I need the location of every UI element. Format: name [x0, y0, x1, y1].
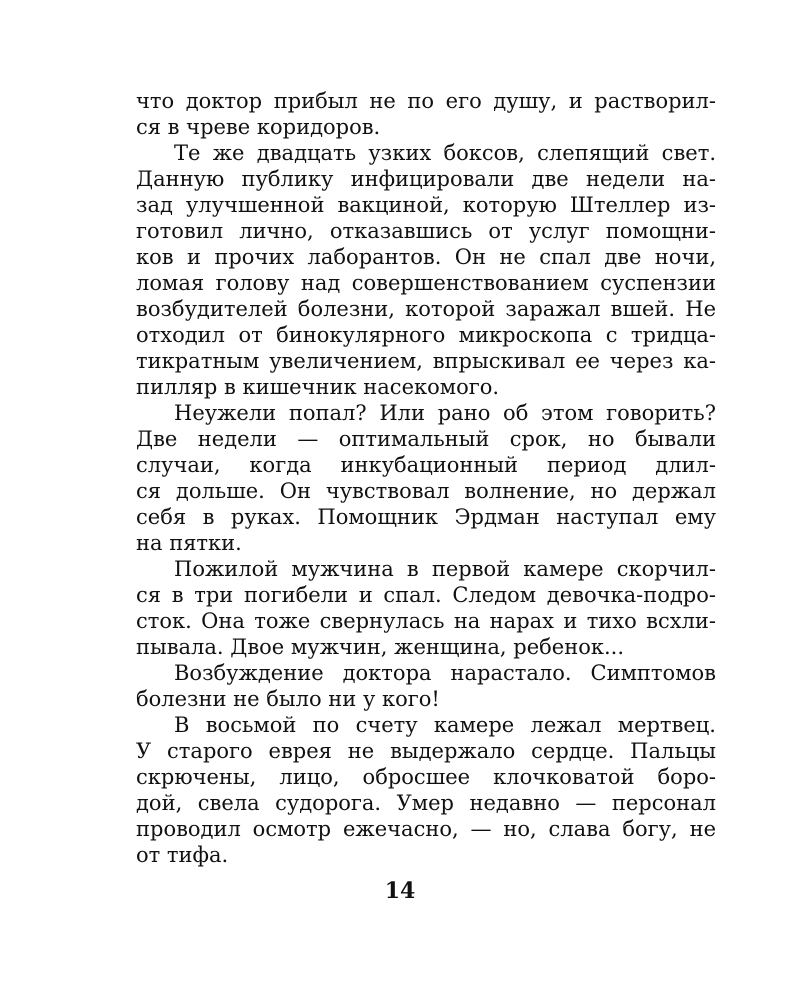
text-line: тикратным увеличением, впрыскивал ее через ка- — [136, 349, 716, 373]
text-line: Данную публику инфицировали две недели на- — [136, 167, 716, 191]
text-line: пилляр в кишечник насекомого. — [136, 375, 500, 399]
text-line: В восьмой по счету камере лежал мертвец. — [174, 713, 716, 737]
text-line: возбудителей болезни, которой заражал вшей. Не — [136, 297, 716, 321]
text-line: ломая голову над совершенствованием суспензии — [136, 271, 716, 295]
text-line: болезни не было ни у кого! — [136, 687, 440, 711]
text-line: Возбуждение доктора нарастало. Симптомов — [174, 661, 716, 685]
text-line: от тифа. — [136, 843, 229, 867]
text-line: скрючены, лицо, обросшее клочковатой боро- — [136, 765, 716, 789]
text-line: пывала. Двое мужчин, женщина, ребенок... — [136, 635, 625, 659]
text-line: случаи, когда инкубационный период длил- — [136, 453, 716, 477]
text-line: дой, свела судорога. Умер недавно — персонал — [136, 791, 716, 815]
page-number: 14 — [384, 878, 416, 904]
text-line: что доктор прибыл не по его душу, и растворил- — [136, 89, 716, 113]
text-line: себя в руках. Помощник Эрдман наступал ему — [136, 505, 716, 529]
text-line: зад улучшенной вакциной, которую Штеллер из- — [136, 193, 716, 217]
text-line: сток. Она тоже свернулась на нарах и тихо всхли- — [136, 609, 716, 633]
text-line: Неужели попал? Или рано об этом говорить? — [174, 401, 716, 425]
text-line: ся в три погибели и спал. Следом девочка-подро- — [136, 583, 716, 607]
text-line: отходил от бинокулярного микроскопа с тридца- — [136, 323, 716, 347]
text-line: проводил осмотр ежечасно, — но, слава богу, не — [136, 817, 716, 841]
text-line: Две недели — оптимальный срок, но бывали — [136, 427, 716, 451]
text-line: Пожилой мужчина в первой камере скорчил- — [174, 557, 716, 581]
text-line: Те же двадцать узких боксов, слепящий свет. — [174, 141, 716, 165]
text-line: ков и прочих лаборантов. Он не спал две ночи, — [136, 245, 716, 269]
text-line: У старого еврея не выдержало сердце. Пальцы — [136, 739, 716, 763]
text-line: ся в чреве коридоров. — [136, 115, 381, 139]
text-line: ся дольше. Он чувствовал волнение, но держал — [136, 479, 716, 503]
body-text — [136, 88, 716, 868]
text-line: готовил лично, отказавшись от услуг помощни- — [136, 219, 716, 243]
text-line: на пятки. — [136, 531, 242, 555]
